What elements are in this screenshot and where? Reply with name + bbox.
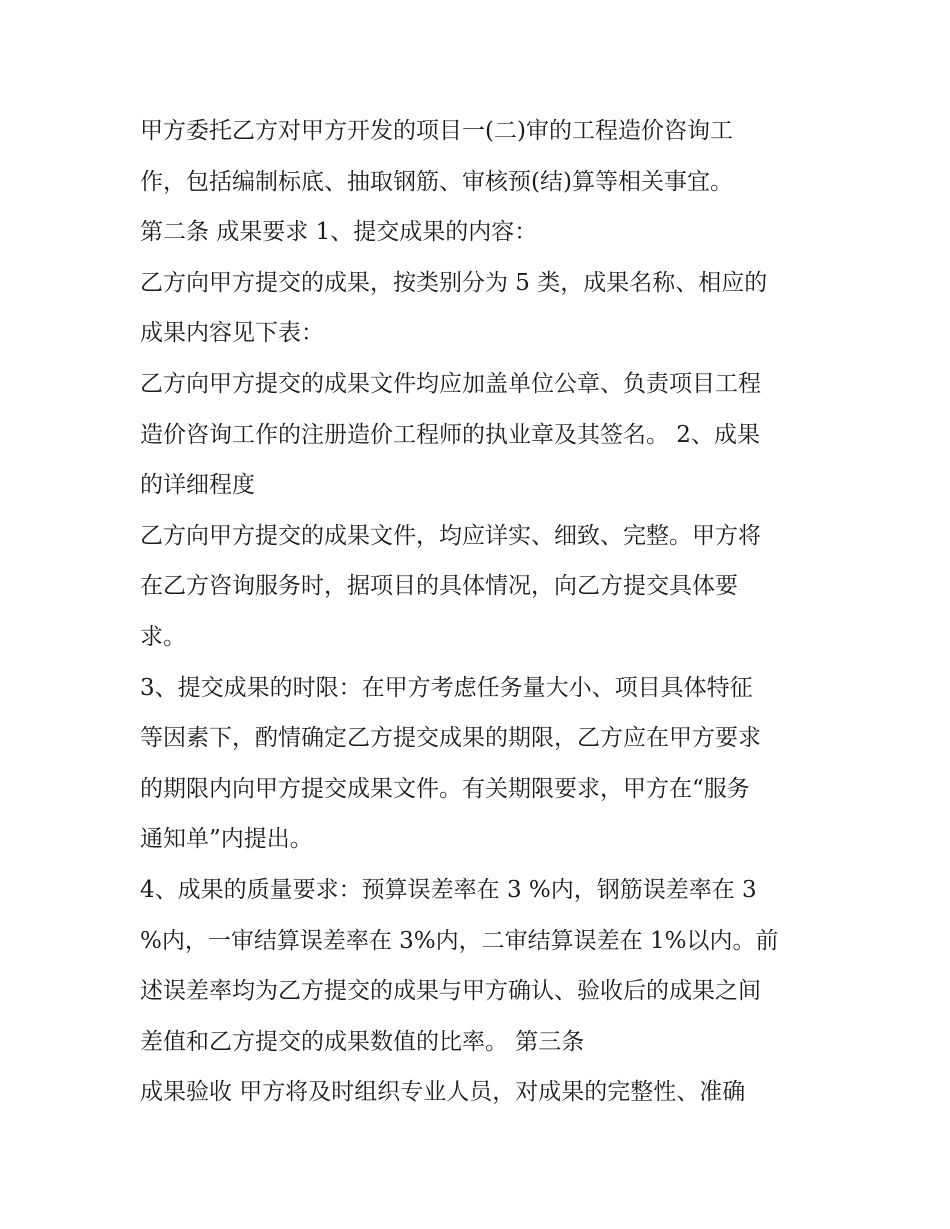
text-line: 通知单”内提出。: [140, 826, 313, 853]
document-body: [140, 106, 820, 1118]
text-line: 乙方向甲方提交的成果文件均应加盖单位公章、负责项目工程: [140, 370, 761, 397]
text-line: 作，包括编制标底、抽取钢筋、审核预(结)算等相关事宜。: [140, 168, 733, 195]
text-line: 乙方向甲方提交的成果文件，均应详实、细致、完整。甲方将: [140, 522, 761, 549]
text-line: 3、提交成果的时限：在甲方考虑任务量大小、项目具体特征: [140, 674, 753, 701]
text-line: 4、成果的质量要求：预算误差率在 3 %内，钢筋误差率在 3: [140, 876, 757, 903]
text-line: 的详细程度: [140, 472, 255, 499]
text-line: 的期限内向甲方提交成果文件。有关期限要求，甲方在“服务: [140, 775, 750, 802]
text-line: 甲方委托乙方对甲方开发的项目一(二)审的工程造价咨询工: [140, 118, 733, 144]
text-line: 造价咨询工作的注册造价工程师的执业章及其签名。 2、成果: [140, 421, 760, 448]
text-line: %内，一审结算误差率在 3%内，二审结算误差在 1%以内。前: [140, 927, 779, 954]
text-line: 求。: [140, 623, 186, 650]
text-line: 差值和乙方提交的成果数值的比率。 第三条: [140, 1028, 585, 1055]
text-line: 等因素下，酌情确定乙方提交成果的期限，乙方应在甲方要求: [140, 725, 761, 752]
text-line: 述误差率均为乙方提交的成果与甲方确认、验收后的成果之间: [140, 978, 761, 1005]
text-line: 乙方向甲方提交的成果，按类别分为 5 类，成果名称、相应的: [140, 269, 768, 296]
text-line: 第二条 成果要求 1、提交成果的内容：: [140, 219, 538, 246]
text-line: 成果内容见下表：: [140, 320, 324, 347]
text-line: 成果验收 甲方将及时组织专业人员，对成果的完整性、准确: [140, 1079, 746, 1106]
text-line: 在乙方咨询服务时，据项目的具体情况，向乙方提交具体要: [140, 573, 738, 600]
